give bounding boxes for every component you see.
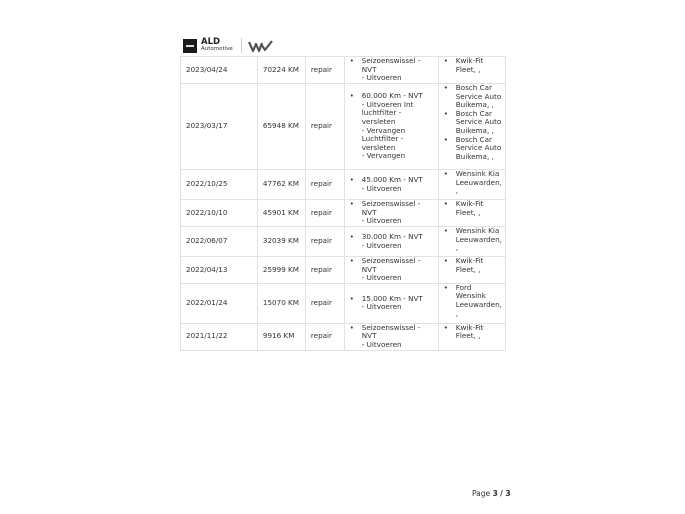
table-row [181, 227, 506, 257]
cell-description [344, 227, 438, 257]
cell-description [344, 200, 438, 227]
description-item: • Seizoenswissel - NVT - Uitvoeren [345, 257, 438, 283]
cell-date: 2023/04/24 [181, 57, 258, 84]
cell-type: repair [305, 283, 344, 323]
cell-mileage: 47762 KM [257, 170, 305, 200]
ald-brand [201, 36, 233, 53]
garage-item: • Bosch Car Service Auto Buikema, , [439, 136, 505, 162]
cell-garage [438, 57, 505, 84]
cell-date: 2022/01/24 [181, 283, 258, 323]
description-list [345, 295, 438, 312]
cell-description [344, 84, 438, 170]
cell-date: 2023/03/17 [181, 84, 258, 170]
cell-garage [438, 283, 505, 323]
table-row [181, 283, 506, 323]
cell-mileage: 25999 KM [257, 257, 305, 284]
cell-type: repair [305, 227, 344, 257]
description-list [345, 233, 438, 250]
garage-item: • Wensink Kia Leeuwarden, , [439, 170, 505, 196]
cell-mileage: 32039 KM [257, 227, 305, 257]
cell-description [344, 57, 438, 84]
page-label: Page [472, 489, 491, 498]
garage-item: • Kwik-Fit Fleet, , [439, 200, 505, 217]
garage-list [439, 57, 505, 74]
cell-mileage: 65948 KM [257, 84, 305, 170]
garage-list [439, 284, 505, 318]
description-list [345, 200, 438, 226]
garage-item: • Bosch Car Service Auto Buikema, , [439, 110, 505, 136]
garage-item: • Kwik-Fit Fleet, , [439, 257, 505, 274]
cell-garage [438, 84, 505, 170]
garage-item: • Kwik-Fit Fleet, , [439, 57, 505, 74]
cell-mileage: 45901 KM [257, 200, 305, 227]
garage-list [439, 227, 505, 253]
description-list [345, 57, 438, 83]
cell-type: repair [305, 323, 344, 350]
cell-type: repair [305, 57, 344, 84]
description-item: • 60.000 Km - NVT - Uitvoeren Int luchtfilter - versleten - Vervangen Luchtfilter - versleten - Vervangen [345, 92, 438, 161]
garage-list [439, 200, 505, 217]
table-row [181, 170, 506, 200]
cell-date: 2021/11/22 [181, 323, 258, 350]
page-number [472, 489, 511, 498]
cell-garage [438, 257, 505, 284]
description-item: • Seizoenswissel - NVT - Uitvoeren [345, 57, 438, 83]
cell-date: 2022/10/10 [181, 200, 258, 227]
cell-type: repair [305, 84, 344, 170]
leaseplan-logo-icon [248, 39, 274, 53]
table-row [181, 257, 506, 284]
cell-mileage: 9916 KM [257, 323, 305, 350]
maintenance-history-table [180, 56, 506, 351]
cell-garage [438, 200, 505, 227]
table-row [181, 84, 506, 170]
garage-list [439, 84, 505, 161]
cell-description [344, 257, 438, 284]
page-current: 3 [492, 489, 498, 498]
description-item: • 15.000 Km - NVT - Uitvoeren [345, 295, 438, 312]
cell-type: repair [305, 170, 344, 200]
garage-list [439, 257, 505, 274]
cell-date: 2022/04/13 [181, 257, 258, 284]
description-item: • 30.000 Km - NVT - Uitvoeren [345, 233, 438, 250]
description-list [345, 92, 438, 161]
cell-mileage: 15070 KM [257, 283, 305, 323]
cell-garage [438, 170, 505, 200]
description-list [345, 324, 438, 350]
logo-divider [241, 38, 242, 53]
cell-date: 2022/10/25 [181, 170, 258, 200]
cell-mileage: 70224 KM [257, 57, 305, 84]
ald-logo-icon [183, 39, 197, 53]
garage-item: • Kwik-Fit Fleet, , [439, 324, 505, 341]
cell-garage [438, 323, 505, 350]
brand-subname: Automotive [201, 45, 233, 52]
garage-item: • Wensink Kia Leeuwarden, , [439, 227, 505, 253]
header-logos [183, 37, 274, 54]
description-list [345, 176, 438, 193]
description-item: • Seizoenswissel - NVT - Uitvoeren [345, 324, 438, 350]
brand-name: ALD [201, 36, 221, 47]
cell-type: repair [305, 200, 344, 227]
description-list [345, 257, 438, 283]
table-row [181, 57, 506, 84]
description-item: • 45.000 Km - NVT - Uitvoeren [345, 176, 438, 193]
table-row [181, 200, 506, 227]
page-separator: / [500, 489, 503, 498]
garage-item: • Bosch Car Service Auto Buikema, , [439, 84, 505, 110]
garage-list [439, 324, 505, 341]
cell-description [344, 323, 438, 350]
cell-type: repair [305, 257, 344, 284]
cell-date: 2022/06/07 [181, 227, 258, 257]
table-row [181, 323, 506, 350]
cell-description [344, 283, 438, 323]
cell-description [344, 170, 438, 200]
garage-list [439, 170, 505, 196]
page-total: 3 [505, 489, 511, 498]
garage-item: • Ford Wensink Leeuwarden, , [439, 284, 505, 318]
description-item: • Seizoenswissel - NVT - Uitvoeren [345, 200, 438, 226]
cell-garage [438, 227, 505, 257]
